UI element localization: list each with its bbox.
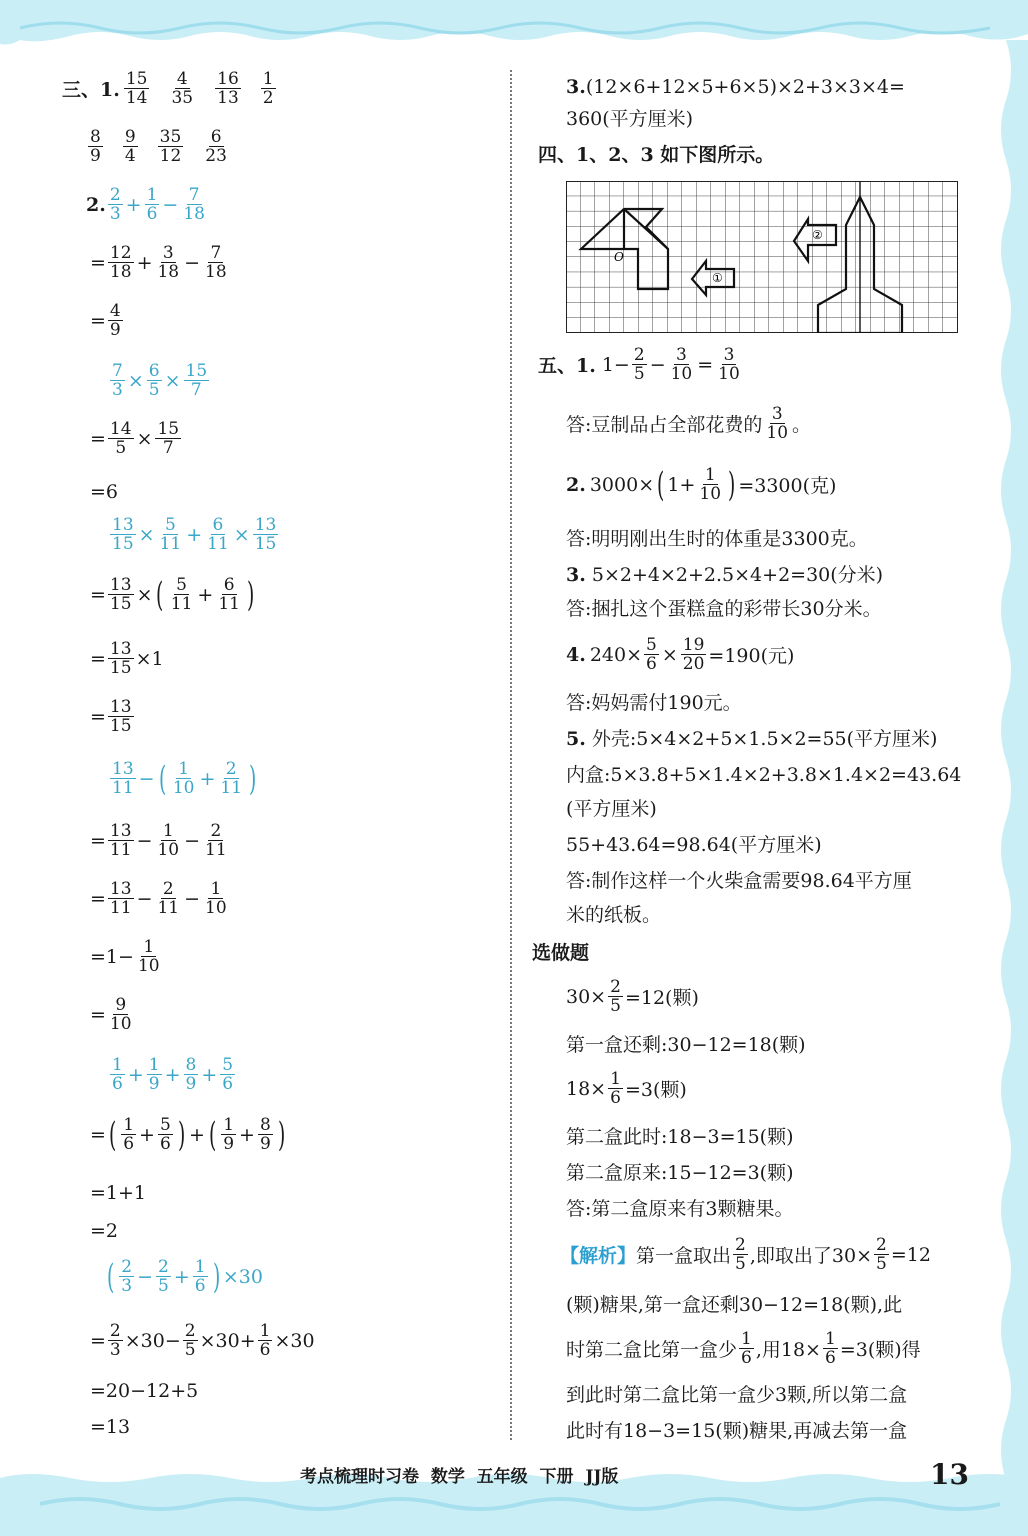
column-divider	[510, 70, 512, 1440]
s3-q2-line20: ( $\frac{2}{3}$ − $\frac{2}{5}$ + $\frac{1}{6}$ ) ×30	[106, 1256, 263, 1297]
r3-line1: 3.(12×6+12×5+6×5)×2+3×3×4=	[566, 76, 905, 98]
s5-q5-line4: 55+43.64=98.64(平方厘米)	[566, 834, 822, 856]
opt-line3: 18× $\frac{1}{6}$ =3(颗)	[566, 1069, 687, 1109]
s3-q2-line6: =6	[90, 481, 119, 503]
s3-q2-line13: = $\frac{13}{11}$ − $\frac{2}{11}$ − $\frac{1}{10}$	[90, 879, 227, 919]
analysis-line2: (颗)糖果,第一盒还剩30−12=18(颗),此	[566, 1294, 903, 1316]
fraction: $\frac{6}{23}$	[205, 127, 227, 167]
s5-q3: 3. 5×2+4×2+2.5×4+2=30(分米)	[566, 564, 884, 586]
analysis-line3: 时第二盒比第一盒少 $\frac{1}{6}$ ,用18× $\frac{1}{6}$ =3(颗)得	[566, 1329, 921, 1369]
fraction: $\frac{7}{18}$	[183, 185, 205, 225]
fraction: $\frac{35}{12}$	[159, 127, 182, 167]
fraction: $\frac{15}{14}$	[125, 69, 148, 109]
s5-q5-line1: 5. 外壳:5×4×2+5×1.5×2=55(平方厘米)	[566, 728, 938, 750]
s3-q2-line16: $\frac{1}{6}$ + $\frac{1}{9}$ + $\frac{8}{9}$ + $\frac{5}{6}$	[112, 1055, 234, 1095]
s3-q2-line10: = $\frac{13}{15}$	[90, 697, 132, 737]
opt-line4: 第二盒此时:18−3=15(颗)	[566, 1126, 794, 1148]
s3-q2-line19: =2	[90, 1220, 119, 1242]
s5-q4: 4. 240× $\frac{5}{6}$ × $\frac{19}{20}$ =190(元)	[566, 635, 795, 675]
s3-q2-line18: =1+1	[90, 1182, 147, 1204]
label-circle-1: ①	[712, 271, 723, 285]
s3-q2-line21: = $\frac{2}{3}$ ×30− $\frac{2}{5}$ ×30+ $\frac{1}{6}$ ×30	[90, 1321, 315, 1361]
s3-q2-line11: $\frac{13}{11}$ − ( $\frac{1}{10}$ + $\frac{2}{11}$ )	[112, 758, 257, 799]
s5-q1: 五、1. 1− $\frac{2}{5}$ − $\frac{3}{10}$ = $\frac{3}{10}$	[538, 345, 740, 385]
s3-q2-line17: = ( $\frac{1}{6}$ + $\frac{5}{6}$ ) + ( $\frac{1}{9}$ + $\frac{8}{9}$ )	[90, 1114, 286, 1155]
analysis-line5: 此时有18−3=15(颗)糖果,再减去第一盒	[566, 1420, 908, 1442]
s5-q2: 2. 3000× ( 1+ $\frac{1}{10}$ ) =3300(克)	[566, 464, 837, 505]
opt-line1: 30× $\frac{2}{5}$ =12(颗)	[566, 977, 699, 1017]
s3-q2-line12: = $\frac{13}{11}$ − $\frac{1}{10}$ − $\frac{2}{11}$	[90, 821, 227, 861]
fraction: $\frac{16}{13}$	[217, 69, 239, 109]
s3-q2-line14: =1− $\frac{1}{10}$	[90, 937, 160, 977]
footer-title: 考点梳理时习卷 数学 五年级 下册 JJ版	[300, 1467, 619, 1487]
s3-q2-line7: $\frac{13}{15}$ × $\frac{5}{11}$ + $\frac{6}{11}$ × $\frac{13}{15}$	[112, 515, 277, 555]
s3-q2-line9: = $\frac{13}{15}$ ×1	[90, 639, 164, 679]
s3-q2-line23: =13	[90, 1416, 131, 1438]
s3-q2-line15: = $\frac{9}{10}$	[90, 995, 132, 1035]
optional-heading: 选做题	[532, 942, 590, 964]
s3-q1-row1	[62, 70, 278, 108]
r3-line2: 360(平方厘米)	[566, 108, 694, 130]
transformation-grid-figure	[566, 181, 958, 333]
s4-heading: 四、1、2、3 如下图所示。	[538, 144, 775, 166]
opt-answer: 答:第二盒原来有3颗糖果。	[566, 1198, 794, 1220]
opt-line2: 第一盒还剩:30−12=18(颗)	[566, 1034, 806, 1056]
fraction: $\frac{4}{35}$	[171, 69, 194, 109]
s5-q5-line3: (平方厘米)	[566, 798, 657, 820]
s3-q2-line2: = $\frac{12}{18}$ + $\frac{3}{18}$ − $\frac{7}{18}$	[90, 243, 227, 283]
s5-a4: 答:妈妈需付190元。	[566, 692, 742, 714]
s5-a1: 答:豆制品占全部花费的 $\frac{3}{10}$ 。	[566, 404, 812, 444]
s3-q2-line22: =20−12+5	[90, 1380, 199, 1402]
analysis-line1: 【解析】 第一盒取出 $\frac{2}{5}$ ,即取出了30× $\frac{2}{5}$ =12	[560, 1235, 931, 1275]
s3-q2-line5: = $\frac{14}{5}$ × $\frac{15}{7}$	[90, 419, 180, 459]
analysis-tag: 【解析】	[560, 1245, 637, 1268]
s3-q2-label: 2.	[86, 193, 106, 216]
fraction: $\frac{2}{3}$	[109, 185, 121, 225]
s5-a3: 答:捆扎这个蛋糕盒的彩带长30分米。	[566, 598, 882, 620]
fraction: $\frac{9}{4}$	[124, 127, 136, 167]
s3-q2-line1: 2. $\frac{2}{3}$ + $\frac{1}{6}$ − $\frac{7}{18}$	[86, 185, 205, 225]
s3-q2-line4: $\frac{7}{3}$ × $\frac{6}{5}$ × $\frac{15}{7}$	[112, 361, 208, 401]
s3-q2-line8: = $\frac{13}{15}$ × ( $\frac{5}{11}$ + $\frac{6}{11}$ )	[90, 574, 255, 615]
right-wave-border	[988, 40, 1028, 1480]
fraction: $\frac{8}{9}$	[90, 127, 101, 167]
fraction: $\frac{1}{2}$	[262, 69, 274, 109]
fraction: $\frac{1}{6}$	[146, 185, 158, 225]
top-wave-border	[0, 0, 1028, 62]
s3-q1-label: 三、1.	[62, 79, 120, 102]
label-circle-2: ②	[812, 228, 823, 242]
s3-q1-row2	[86, 128, 231, 166]
s5-a5-line2: 米的纸板。	[566, 904, 662, 926]
origin-label: O	[614, 250, 624, 264]
opt-line5: 第二盒原来:15−12=3(颗)	[566, 1162, 794, 1184]
analysis-line4: 到此时第二盒比第一盒少3颗,所以第二盒	[566, 1384, 908, 1406]
s5-a2: 答:明明刚出生时的体重是3300克。	[566, 528, 868, 550]
s3-q2-line3: = $\frac{4}{9}$	[90, 301, 121, 341]
s5-q5-line2: 内盒:5×3.8+5×1.4×2+3.8×1.4×2=43.64	[566, 764, 962, 786]
page-number: 13	[930, 1458, 969, 1491]
s5-a5-line1: 答:制作这样一个火柴盒需要98.64平方厘	[566, 870, 912, 892]
